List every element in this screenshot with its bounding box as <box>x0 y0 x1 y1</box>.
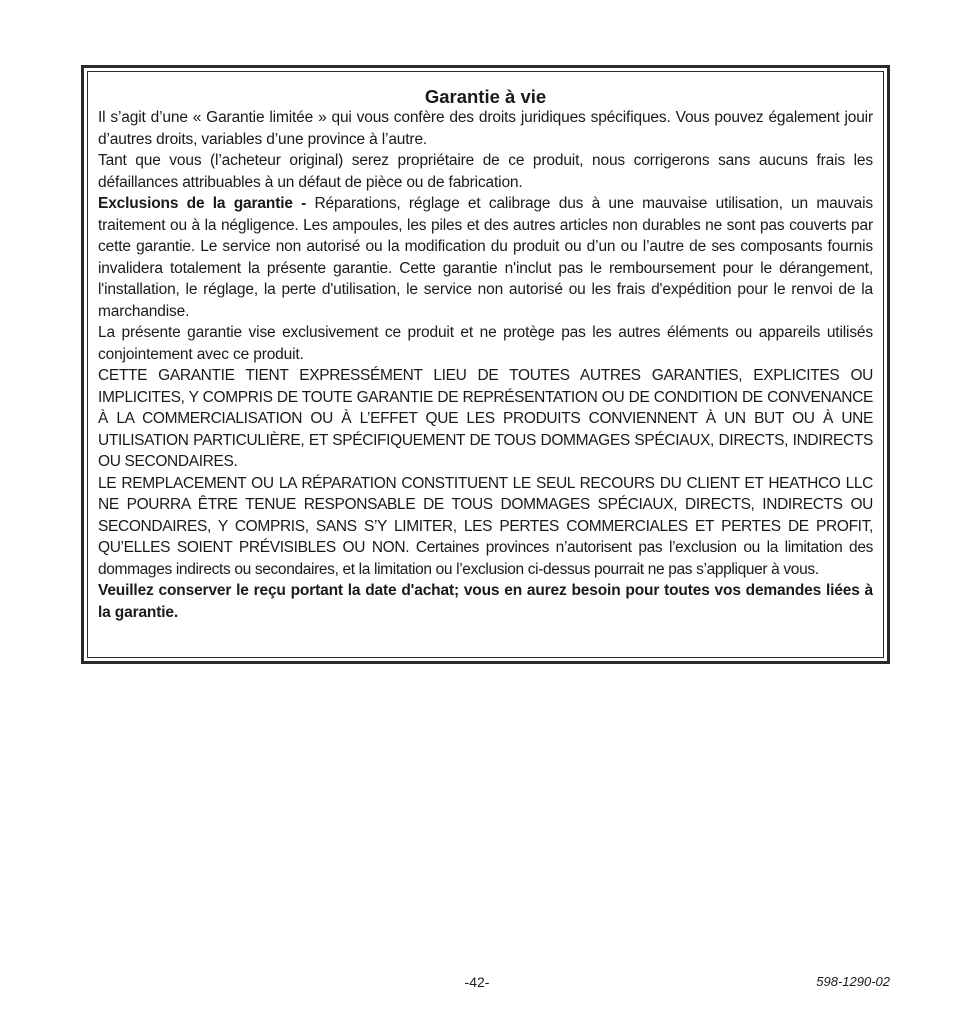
warranty-paragraph-scope: La présente garantie vise exclusivement ce produit et ne protège pas les autres éléments ou appareils utilisés conjointement avec ce produit. <box>98 324 873 363</box>
warranty-content <box>98 84 873 623</box>
warranty-box <box>81 65 890 664</box>
warranty-paragraph-exclusions <box>98 193 873 322</box>
warranty-paragraph-coverage: Tant que vous (l’acheteur original) serez propriétaire de ce produit, nous corrigerons sans aucuns frais les défaillances attribuables à un défaut de pièce ou de fabrication. <box>98 152 873 191</box>
document-code: 598-1290-02 <box>816 974 890 989</box>
page-number: -42- <box>464 974 490 990</box>
warranty-inner-border <box>87 71 884 658</box>
exclusions-label: Exclusions de la garantie - <box>98 195 307 212</box>
warranty-text <box>98 107 873 623</box>
warranty-paragraph-limited: Il s’agit d’une « Garantie limitée » qui vous confère des droits juridiques spécifiques. Vous pouvez également jouir d’autres droits, variables d’une province à l’autre. <box>98 109 873 148</box>
exclusions-text: Réparations, réglage et calibrage dus à une mauvaise utilisation, un mauvais traitement ou à la négligence. Les ampoules, les piles et des autres articles non durables ne sont pas couverts par cette garantie. Le service non autorisé ou la modification du produit ou d’un ou l’autre de ses composants fournis invalidera totalement la présente garantie. Cette garantie n'inclut pas le remboursement pour le dérangement, l'installation, le réglage, la perte d'utilisation, le service non autorisé ou les frais d'expédition pour le renvoi de la marchandise. <box>98 195 873 320</box>
warranty-paragraph-disclaimer: CETTE GARANTIE TIENT EXPRESSÉMENT LIEU DE TOUTES AUTRES GARANTIES, EXPLICITES OU IMPLICITES, Y COMPRIS DE TOUTE GARANTIE DE REPRÉSENTATION OU DE CONDITION DE CONVENANCE À LA COMMERCIALISATION OU À L’EFFET QUE LES PRODUITS CONVIENNENT À UN BUT OU À UNE UTILISATION PARTICULIÈRE, ET SPÉCIFIQUEMENT DE TOUS DOMMAGES SPÉCIAUX, DIRECTS, INDIRECTS OU SECONDAIRES. <box>98 367 873 470</box>
warranty-title: Garantie à vie <box>424 86 547 107</box>
warranty-paragraph-remedy: LE REMPLACEMENT OU LA RÉPARATION CONSTITUENT LE SEUL RECOURS DU CLIENT ET HEATHCO LLC NE POURRA ÊTRE TENUE RESPONSABLE DE TOUS DOMMAGES SPÉCIAUX, DIRECTS, INDIRECTS OU SECONDAIRES, Y COMPRIS, SANS S’Y LIMITER, LES PERTES COMMERCIALES ET PERTES DE PROFIT, QU’ELLES SOIENT PRÉVISIBLES OU NON. Certaines provinces n’autorisent pas l’exclusion ou la limitation des dommages indirects ou secondaires, et la limitation ou l’exclusion ci-dessus pourrait ne pas s’appliquer à vous. <box>98 474 873 578</box>
warranty-paragraph-receipt: Veuillez conserver le reçu portant la date d'achat; vous en aurez besoin pour toutes vos demandes liées à la garantie. <box>98 582 873 621</box>
